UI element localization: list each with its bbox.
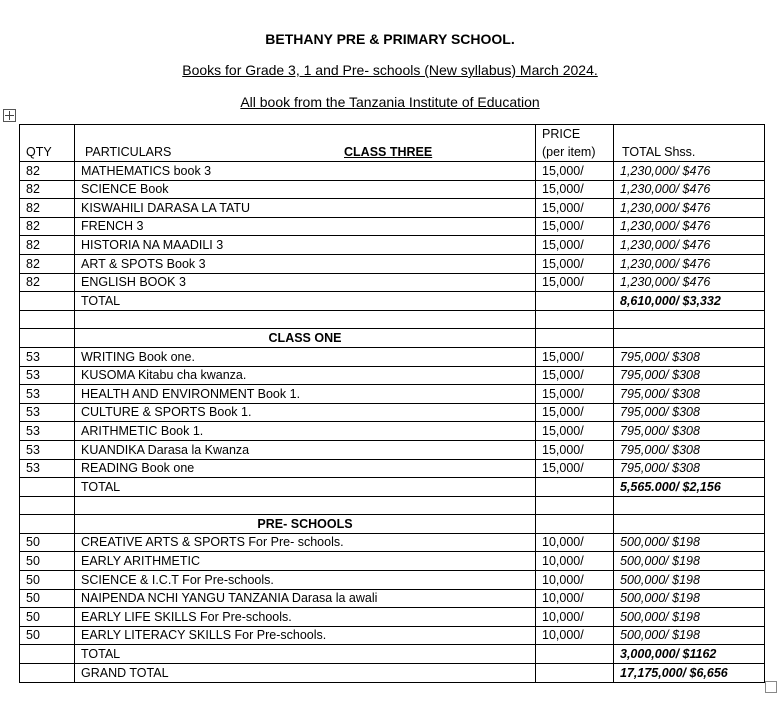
price-cell: 15,000/	[536, 254, 614, 273]
qty-cell: 53	[20, 440, 75, 459]
price-cell: 15,000/	[536, 422, 614, 441]
table-row	[20, 571, 765, 590]
total-header: TOTAL Shss.	[614, 125, 765, 162]
total-cell: 795,000/ $308	[614, 422, 765, 441]
section-heading-row	[20, 515, 765, 534]
empty-cell	[20, 664, 75, 683]
resize-handle-icon[interactable]	[765, 681, 777, 693]
table-row	[20, 217, 765, 236]
item-cell: CULTURE & SPORTS Book 1.	[75, 403, 536, 422]
table-row	[20, 254, 765, 273]
empty-cell	[20, 292, 75, 311]
qty-cell: 50	[20, 589, 75, 608]
qty-header: QTY	[20, 125, 75, 162]
item-cell: EARLY LIFE SKILLS For Pre-schools.	[75, 608, 536, 627]
empty-cell	[20, 645, 75, 664]
grand-total-label: GRAND TOTAL	[75, 664, 536, 683]
table-row	[20, 552, 765, 571]
table-move-handle-icon[interactable]	[3, 109, 16, 122]
section-heading: PRE- SCHOOLS	[75, 515, 536, 534]
table-row	[20, 403, 765, 422]
total-cell: 795,000/ $308	[614, 440, 765, 459]
qty-cell: 82	[20, 254, 75, 273]
empty-cell	[536, 478, 614, 497]
price-cell: 15,000/	[536, 217, 614, 236]
total-cell: 1,230,000/ $476	[614, 162, 765, 181]
section-heading: CLASS ONE	[75, 329, 536, 348]
qty-cell: 82	[20, 273, 75, 292]
qty-cell: 82	[20, 162, 75, 181]
table-row	[20, 533, 765, 552]
total-cell: 500,000/ $198	[614, 589, 765, 608]
price-cell: 15,000/	[536, 440, 614, 459]
total-cell: 1,230,000/ $476	[614, 236, 765, 255]
price-cell: 15,000/	[536, 385, 614, 404]
empty-cell	[536, 645, 614, 664]
item-cell: KUANDIKA Darasa la Kwanza	[75, 440, 536, 459]
price-cell: 10,000/	[536, 589, 614, 608]
qty-cell: 50	[20, 533, 75, 552]
table-row	[20, 199, 765, 218]
total-cell: 795,000/ $308	[614, 459, 765, 478]
table-row	[20, 589, 765, 608]
table-row	[20, 385, 765, 404]
item-cell: NAIPENDA NCHI YANGU TANZANIA Darasa la awali	[75, 589, 536, 608]
subtotal-label: TOTAL	[75, 645, 536, 664]
table-row	[20, 273, 765, 292]
item-cell: KUSOMA Kitabu cha kwanza.	[75, 366, 536, 385]
empty-cell	[75, 496, 536, 515]
price-header-line1: PRICE	[542, 127, 581, 141]
price-cell: 15,000/	[536, 403, 614, 422]
subtotal-label: TOTAL	[75, 478, 536, 497]
price-cell: 10,000/	[536, 571, 614, 590]
item-cell: EARLY ARITHMETIC	[75, 552, 536, 571]
price-cell: 15,000/	[536, 347, 614, 366]
section-heading-row	[20, 329, 765, 348]
item-cell: CREATIVE ARTS & SPORTS For Pre- schools.	[75, 533, 536, 552]
empty-cell	[614, 515, 765, 534]
qty-cell: 53	[20, 347, 75, 366]
total-cell: 500,000/ $198	[614, 626, 765, 645]
price-header-line2: (per item)	[542, 145, 596, 159]
price-cell: 10,000/	[536, 626, 614, 645]
grand-total-value: 17,175,000/ $6,656	[614, 664, 765, 683]
grand-total-row	[20, 664, 765, 683]
total-cell: 1,230,000/ $476	[614, 273, 765, 292]
item-cell: MATHEMATICS book 3	[75, 162, 536, 181]
item-cell: HISTORIA NA MAADILI 3	[75, 236, 536, 255]
price-cell: 15,000/	[536, 162, 614, 181]
qty-cell: 82	[20, 217, 75, 236]
total-cell: 1,230,000/ $476	[614, 199, 765, 218]
item-cell: ART & SPOTS Book 3	[75, 254, 536, 273]
qty-cell: 50	[20, 571, 75, 590]
item-cell: ARITHMETIC Book 1.	[75, 422, 536, 441]
price-cell: 15,000/	[536, 199, 614, 218]
price-cell: 15,000/	[536, 180, 614, 199]
empty-cell	[20, 329, 75, 348]
item-cell: SCIENCE Book	[75, 180, 536, 199]
table-header-row	[20, 125, 765, 162]
subtotal-row	[20, 645, 765, 664]
item-cell: ENGLISH BOOK 3	[75, 273, 536, 292]
price-header	[536, 125, 614, 162]
item-cell: FRENCH 3	[75, 217, 536, 236]
spacer-row	[20, 496, 765, 515]
total-cell: 1,230,000/ $476	[614, 254, 765, 273]
empty-cell	[614, 310, 765, 329]
subtotal-value: 8,610,000/ $3,332	[614, 292, 765, 311]
total-cell: 500,000/ $198	[614, 533, 765, 552]
document-subtitle: Books for Grade 3, 1 and Pre- schools (New syllabus) March 2024.	[182, 62, 598, 78]
total-cell: 500,000/ $198	[614, 571, 765, 590]
total-cell: 1,230,000/ $476	[614, 180, 765, 199]
item-cell: SCIENCE & I.C.T For Pre-schools.	[75, 571, 536, 590]
empty-cell	[536, 329, 614, 348]
item-cell: KISWAHILI DARASA LA TATU	[75, 199, 536, 218]
class-three-heading: CLASS THREE	[344, 145, 433, 159]
empty-cell	[536, 664, 614, 683]
qty-cell: 50	[20, 552, 75, 571]
empty-cell	[20, 515, 75, 534]
subtotal-label: TOTAL	[75, 292, 536, 311]
table-row	[20, 459, 765, 478]
total-cell: 795,000/ $308	[614, 403, 765, 422]
empty-cell	[20, 310, 75, 329]
table-row	[20, 422, 765, 441]
book-price-table	[19, 124, 765, 683]
empty-cell	[75, 310, 536, 329]
qty-cell: 53	[20, 422, 75, 441]
qty-cell: 53	[20, 403, 75, 422]
table-row	[20, 626, 765, 645]
total-cell: 795,000/ $308	[614, 347, 765, 366]
subtotal-value: 5,565.000/ $2,156	[614, 478, 765, 497]
price-cell: 10,000/	[536, 533, 614, 552]
empty-cell	[20, 478, 75, 497]
price-cell: 10,000/	[536, 608, 614, 627]
qty-cell: 82	[20, 199, 75, 218]
table-row	[20, 608, 765, 627]
empty-cell	[536, 310, 614, 329]
particulars-header	[75, 125, 536, 162]
item-cell: READING Book one	[75, 459, 536, 478]
qty-cell: 53	[20, 459, 75, 478]
total-cell: 795,000/ $308	[614, 385, 765, 404]
price-cell: 15,000/	[536, 273, 614, 292]
spacer-row	[20, 310, 765, 329]
price-cell: 15,000/	[536, 366, 614, 385]
item-cell: EARLY LITERACY SKILLS For Pre-schools.	[75, 626, 536, 645]
document-source-note: All book from the Tanzania Institute of Education	[240, 94, 540, 110]
price-cell: 10,000/	[536, 552, 614, 571]
subtotal-value: 3,000,000/ $1162	[614, 645, 765, 664]
particulars-header-label: PARTICULARS	[85, 145, 172, 159]
empty-cell	[20, 496, 75, 515]
item-cell: HEALTH AND ENVIRONMENT Book 1.	[75, 385, 536, 404]
total-cell: 500,000/ $198	[614, 608, 765, 627]
qty-cell: 53	[20, 385, 75, 404]
qty-cell: 50	[20, 608, 75, 627]
empty-cell	[614, 329, 765, 348]
qty-cell: 82	[20, 236, 75, 255]
price-cell: 15,000/	[536, 236, 614, 255]
qty-cell: 53	[20, 366, 75, 385]
total-cell: 500,000/ $198	[614, 552, 765, 571]
table-row	[20, 440, 765, 459]
price-cell: 15,000/	[536, 459, 614, 478]
table-row	[20, 162, 765, 181]
subtotal-row	[20, 292, 765, 311]
total-cell: 795,000/ $308	[614, 366, 765, 385]
qty-cell: 50	[20, 626, 75, 645]
table-row	[20, 366, 765, 385]
empty-cell	[614, 496, 765, 515]
item-cell: WRITING Book one.	[75, 347, 536, 366]
table-row	[20, 180, 765, 199]
table-row	[20, 347, 765, 366]
empty-cell	[536, 515, 614, 534]
qty-cell: 82	[20, 180, 75, 199]
total-cell: 1,230,000/ $476	[614, 217, 765, 236]
document-title: BETHANY PRE & PRIMARY SCHOOL.	[265, 31, 515, 47]
table-row	[20, 236, 765, 255]
subtotal-row	[20, 478, 765, 497]
empty-cell	[536, 496, 614, 515]
empty-cell	[536, 292, 614, 311]
